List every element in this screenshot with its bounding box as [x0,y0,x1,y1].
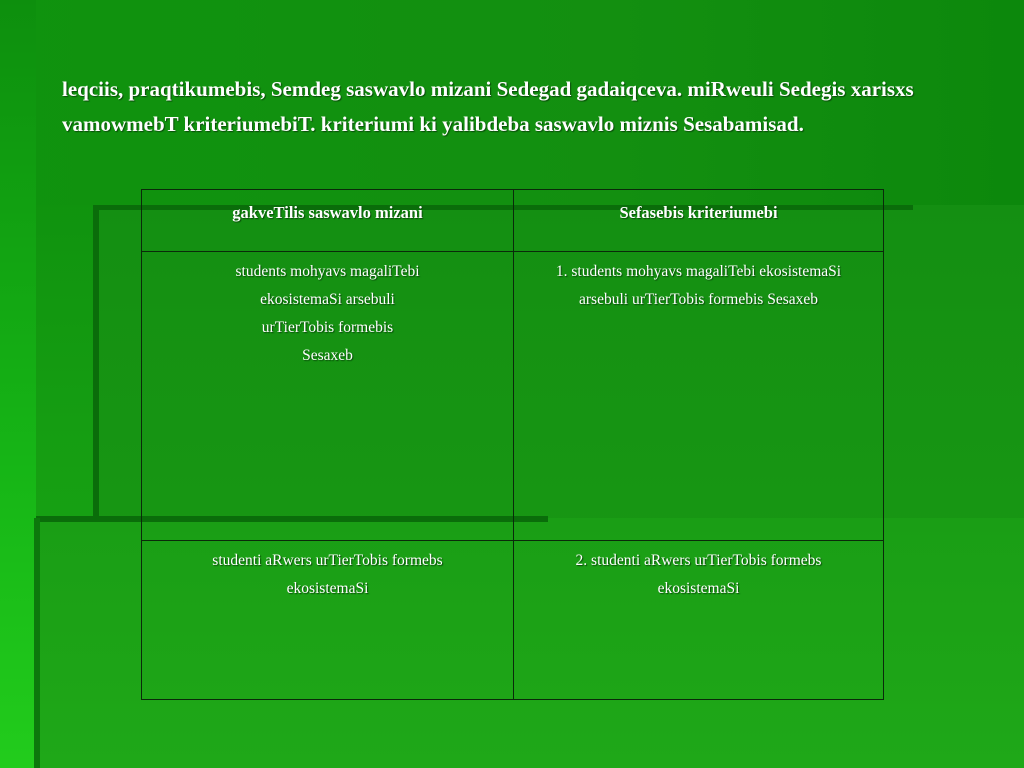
cell-goal [142,252,514,541]
decorative-bar [93,205,99,520]
table-header-row [142,190,884,252]
cell-text: urTierTobis formebis [261,319,394,336]
intro-line: vamowmebT kriteriumebiT. kriteriumi ki yalibdeba saswavlo miznis Sesabamisad. [62,112,804,136]
intro-line: leqciis, praqtikumebis, Semdeg saswavlo mizani Sedegad gadaiqceva. miRweuli Sedegis xarisxs [62,77,914,101]
cell-text: ekosistemaSi arsebuli [260,291,395,308]
cell-text: studenti aRwers urTierTobis formebs [212,552,443,569]
cell-text: 2. studenti aRwers urTierTobis formebs [575,552,822,569]
cell-criterion [514,252,884,541]
header-assessment-criteria: Sefasebis kriteriumebi [514,190,884,252]
intro-paragraph [62,72,982,142]
cell-text: ekosistemaSi [286,580,369,597]
table-row [142,541,884,700]
cell-text: 1. students mohyavs magaliTebi ekosistemaSi [555,263,842,280]
cell-text: Sesaxeb [302,347,353,364]
cell-criterion [514,541,884,700]
cell-text: ekosistemaSi [657,580,740,597]
cell-text: students mohyavs magaliTebi [235,263,420,280]
header-learning-goal: gakveTilis saswavlo mizani [142,190,514,252]
background-left-strip [0,0,36,768]
cell-text: arsebuli urTierTobis formebis Sesaxeb [579,291,818,308]
table-row [142,252,884,541]
criteria-table [141,189,884,700]
cell-goal [142,541,514,700]
decorative-bar [34,518,40,768]
